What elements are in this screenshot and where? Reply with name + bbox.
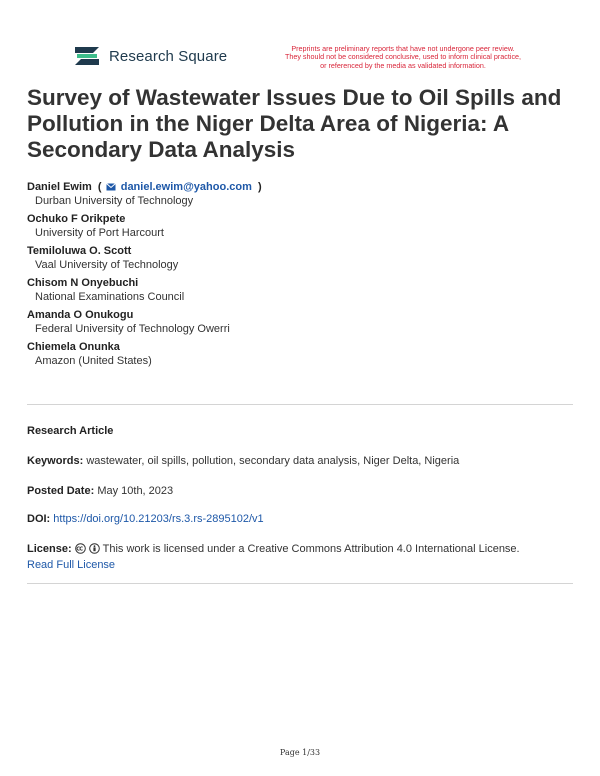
notice-line: or referenced by the media as validated information. [320, 60, 486, 70]
author-list [27, 180, 575, 372]
author-name: Daniel Ewim [27, 181, 92, 193]
doi-label: DOI: [27, 513, 51, 525]
divider [27, 404, 573, 405]
author-affiliation: University of Port Harcourt [35, 227, 164, 239]
posted-date-label: Posted Date: [27, 485, 95, 497]
notice-line: They should not be considered conclusive, used to inform clinical practice, [284, 52, 522, 62]
doi [27, 511, 573, 527]
paren-open: ( [94, 181, 102, 193]
attribution-icon [89, 543, 100, 554]
divider [27, 583, 573, 584]
doi-link[interactable]: https://doi.org/10.21203/rs.3.rs-2895102/v1 [53, 513, 264, 525]
author-entry [27, 308, 575, 337]
keywords [27, 453, 573, 469]
keywords-value: wastewater, oil spills, pollution, secondary data analysis, Niger Delta, Nigeria [86, 455, 460, 467]
creative-commons-icon [75, 543, 86, 554]
posted-date-value: May 10th, 2023 [97, 485, 174, 497]
author-name: Chisom N Onyebuchi [27, 277, 139, 289]
paper-title: Survey of Wastewater Issues Due to Oil Spills and Pollution in the Niger Delta Area of Nigeria: A Secondary Data Analysis [27, 85, 562, 162]
keywords-label: Keywords: [27, 455, 84, 467]
author-affiliation: Federal University of Technology Owerri [35, 323, 230, 335]
author-entry [27, 212, 575, 241]
paren-close: ) [254, 181, 262, 193]
license-label: License: [27, 543, 72, 555]
author-entry [27, 276, 575, 305]
author-affiliation: Vaal University of Technology [35, 259, 179, 271]
author-affiliation: Amazon (United States) [35, 355, 152, 367]
read-full-license-link[interactable]: Read Full License [27, 559, 116, 571]
author-entry [27, 180, 575, 209]
author-name: Amanda O Onukogu [27, 309, 134, 321]
preprint-notice [262, 45, 544, 70]
author-name: Temiloluwa O. Scott [27, 245, 132, 257]
author-entry [27, 340, 575, 369]
page-number: Page 1/33 [279, 748, 321, 757]
research-square-icon [73, 45, 101, 67]
mail-icon [106, 183, 116, 191]
license-text: This work is licensed under a Creative Commons Attribution 4.0 International License. [102, 543, 520, 555]
notice-line: Preprints are preliminary reports that have not undergone peer review. [291, 44, 515, 53]
author-affiliation: National Examinations Council [35, 291, 185, 303]
license [27, 541, 573, 573]
article-type: Research Article [27, 425, 114, 437]
author-entry [27, 244, 575, 273]
posted-date [27, 483, 573, 499]
brand-name: Research Square [109, 47, 228, 65]
author-name: Ochuko F Orikpete [27, 213, 126, 225]
author-name: Chiemela Onunka [27, 341, 120, 353]
author-affiliation: Durban University of Technology [35, 195, 194, 207]
research-square-logo[interactable] [73, 45, 227, 67]
author-email-link[interactable]: daniel.ewim@yahoo.com [120, 181, 252, 193]
